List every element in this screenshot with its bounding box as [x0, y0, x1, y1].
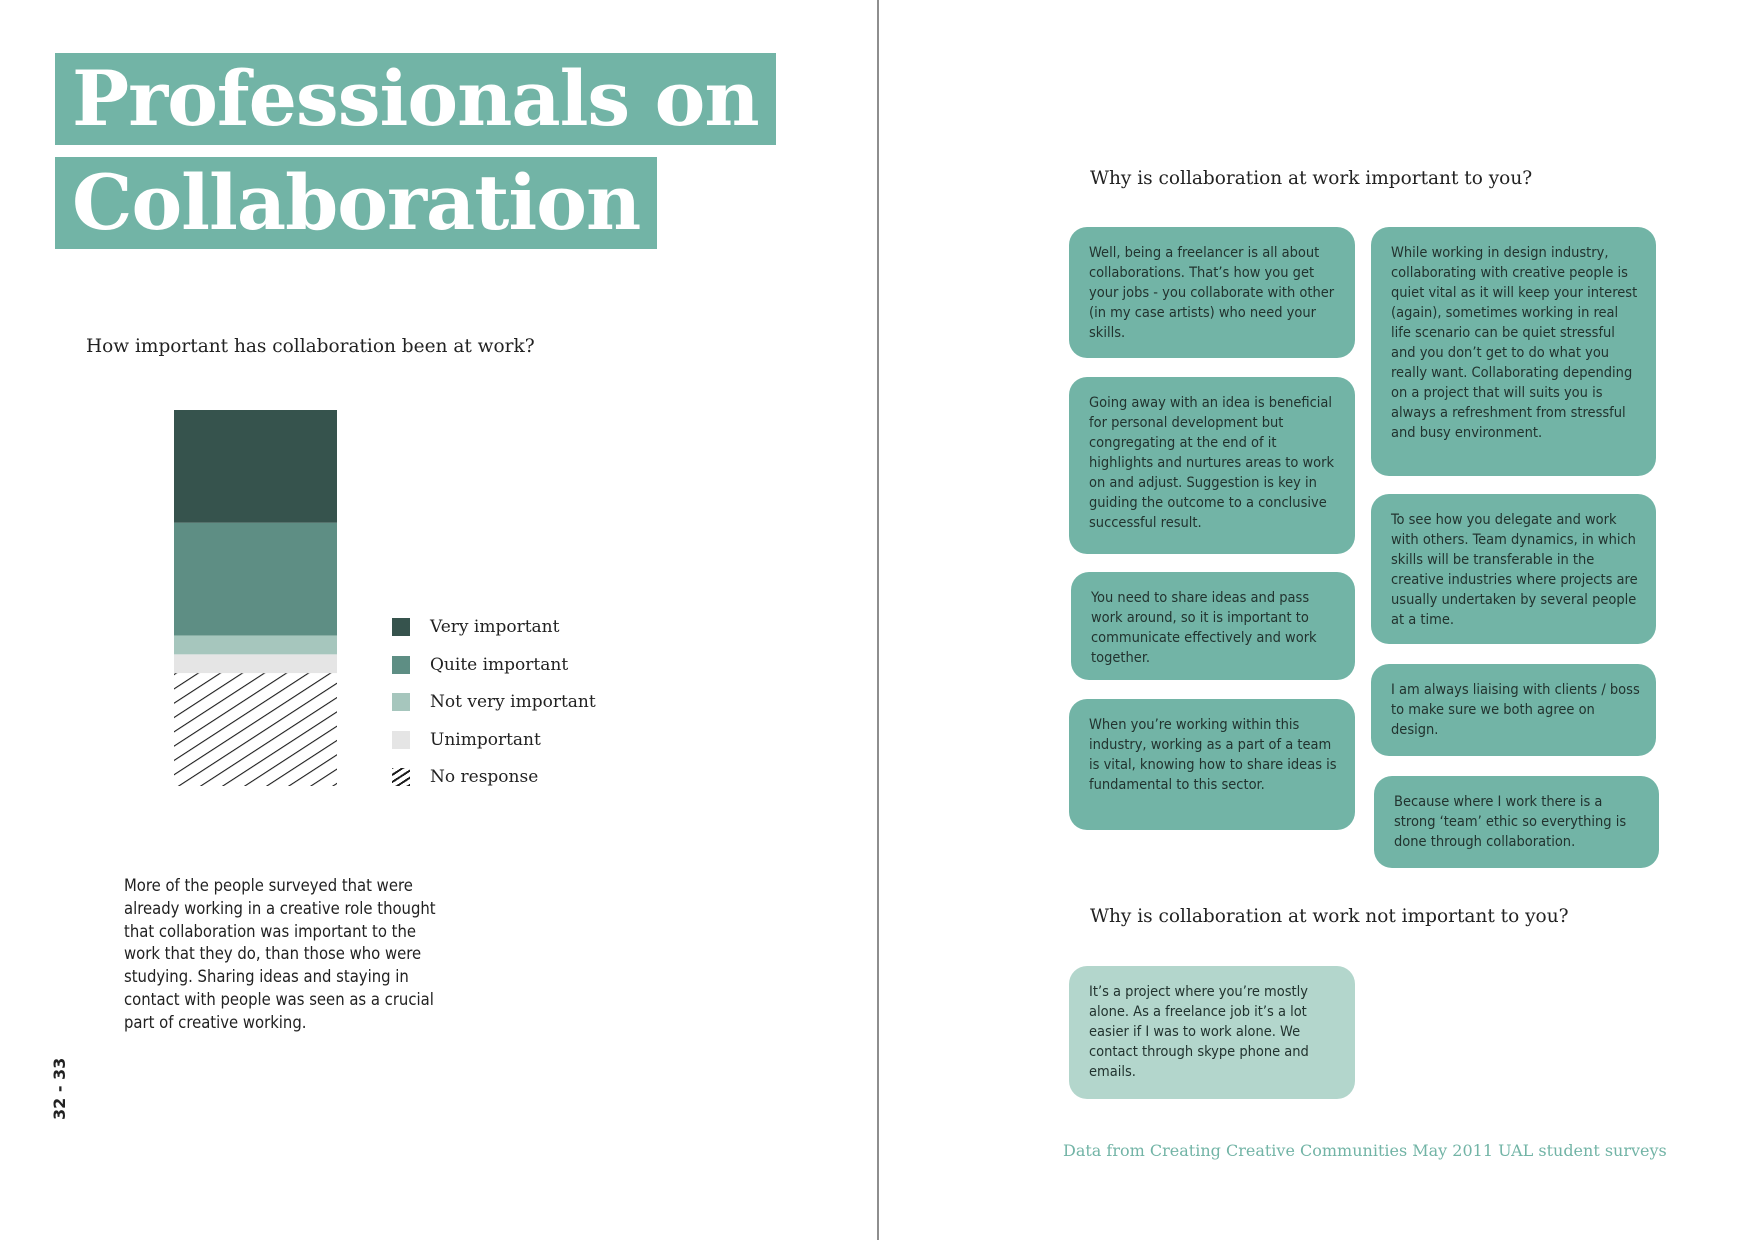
not-important-question: Why is collaboration at work not important to you? [1090, 906, 1569, 927]
page-numbers: 32 - 33 [50, 1057, 69, 1120]
quote-bubble: Going away with an idea is beneficial for personal development but congregating at the end of it highlights and nurtures areas to work on and adjust. Suggestion is key in guiding the outcome to a conclusive successful result. [1069, 377, 1355, 554]
quote-bubble: Well, being a freelancer is all about collaborations. That’s how you get your jobs - you collaborate with other (in my case artists) who need your skills. [1069, 227, 1355, 358]
legend-swatch [392, 656, 410, 674]
quote-bubble: To see how you delegate and work with others. Team dynamics, in which skills will be transferable in the creative industries where projects are usually undertaken by several people at a time. [1371, 494, 1656, 644]
quote-bubble: I am always liaising with clients / boss to make sure we both agree on design. [1371, 664, 1656, 756]
legend-item [392, 691, 596, 713]
legend-swatch [392, 693, 410, 711]
page-title-line-2: Collaboration [55, 157, 657, 249]
bar-segment-no-response [174, 673, 337, 786]
data-source-note: Data from Creating Creative Communities May 2011 UAL student surveys [1063, 1141, 1667, 1160]
chart-question: How important has collaboration been at work? [86, 336, 535, 357]
legend-item [392, 616, 559, 638]
bar-segment-quite-important [174, 523, 337, 636]
quote-bubble-not-important: It’s a project where you’re mostly alone. As a freelance job it’s a lot easier if I was to work alone. We contact through skype phone and emails. [1069, 966, 1355, 1099]
important-question: Why is collaboration at work important to you? [1090, 168, 1533, 189]
legend-item [392, 729, 541, 751]
quote-bubble: While working in design industry, collaborating with creative people is quiet vital as it will keep your interest (again), sometimes working in real life scenario can be quiet stressful and you don’t get to do what you really want. Collaborating depending on a project that will suits you is always a refreshment from stressful and busy environment. [1371, 227, 1656, 476]
summary-text: More of the people surveyed that were already working in a creative role thought that collaboration was important to the work that they do, than those who were studying. Sharing ideas and staying in contact with people was seen as a crucial part of creative working. [124, 876, 436, 1032]
page-title-line-1: Professionals on [55, 53, 776, 145]
legend-label: Quite important [430, 654, 569, 675]
quote-bubble: You need to share ideas and pass work around, so it is important to communicate effectively and work together. [1071, 572, 1355, 680]
legend-label: No response [430, 767, 539, 787]
bar-segment-very-important [174, 410, 337, 523]
legend-label: Unimportant [430, 729, 541, 750]
legend-item [392, 766, 538, 788]
legend-swatch [392, 731, 410, 749]
legend-item [392, 654, 568, 676]
legend-label: Very important [430, 617, 560, 637]
legend-swatch [392, 618, 410, 636]
quote-bubble: Because where I work there is a strong ‘team’ ethic so everything is done through collaboration. [1374, 776, 1659, 868]
legend-label: Not very important [430, 692, 596, 712]
quote-bubble: When you’re working within this industry, working as a part of a team is vital, knowing how to share ideas is fundamental to this sector. [1069, 699, 1355, 830]
bar-segment-unimportant [174, 654, 337, 673]
bar-segments [174, 410, 337, 786]
legend-swatch [392, 768, 410, 786]
bar-segment-not-very-important [174, 636, 337, 655]
